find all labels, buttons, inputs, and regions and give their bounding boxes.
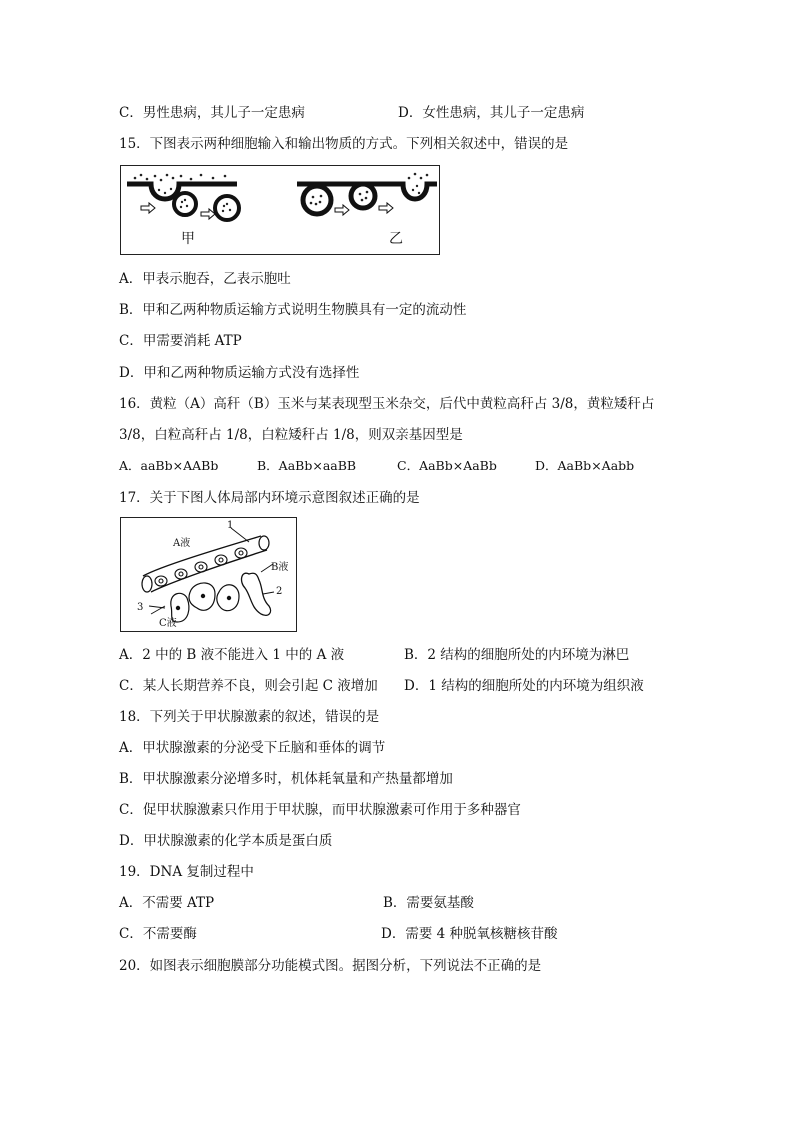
q20-stem: 20．如图表示细胞膜部分功能模式图。据图分析，下列说法不正确的是	[119, 958, 542, 974]
q19-stem: 19．DNA 复制过程中	[119, 864, 254, 880]
q16-option-b: B．AaBb×aaBB	[257, 458, 357, 473]
q17-option-a: A．2 中的 B 液不能进入 1 中的 A 液	[119, 647, 345, 663]
q19-option-d: D．需要 4 种脱氧核糖核苷酸	[381, 926, 558, 942]
figure-17-label-2: 2	[276, 586, 283, 597]
q19-option-c: C．不需要酶	[119, 926, 197, 942]
q16-stem-line2: 3/8，白粒高秆占 1/8，白粒矮秆占 1/8，则双亲基因型是	[119, 427, 463, 443]
q18-stem: 18．下列关于甲状腺激素的叙述，错误的是	[119, 709, 380, 725]
figure-17-label-b: B液	[271, 562, 289, 573]
figure-17-label-c: C液	[159, 618, 177, 629]
q15-option-c: C．甲需要消耗 ATP	[119, 333, 242, 349]
q16-option-d: D．AaBb×Aabb	[535, 458, 635, 473]
q18-option-b: B．甲状腺激素分泌增多时，机体耗氧量和产热量都增加	[119, 771, 453, 787]
q15-option-b: B．甲和乙两种物质运输方式说明生物膜具有一定的流动性	[119, 302, 467, 318]
figure-17-label-3: 3	[137, 602, 144, 613]
q17-option-d: D．1 结构的细胞所处的内环境为组织液	[404, 678, 644, 694]
q15-stem: 15．下图表示两种细胞输入和输出物质的方式。下列相关叙述中，错误的是	[119, 136, 569, 152]
q17-option-b: B．2 结构的细胞所处的内环境为淋巴	[404, 647, 630, 663]
figure-15-label-yi: 乙	[389, 231, 403, 247]
q18-option-a: A．甲状腺激素的分泌受下丘脑和垂体的调节	[119, 740, 386, 756]
figure-17-label-a: A液	[173, 538, 191, 549]
q16-option-a: A．aaBb×AABb	[119, 458, 219, 473]
q15-option-a: A．甲表示胞吞，乙表示胞吐	[119, 271, 291, 287]
q17-stem: 17．关于下图人体局部内环境示意图叙述正确的是	[119, 490, 420, 506]
q16-option-c: C．AaBb×AaBb	[397, 458, 497, 473]
q16-stem-line1: 16．黄粒（A）高秆（B）玉米与某表现型玉米杂交，后代中黄粒高秆占 3/8，黄粒矮秆占	[119, 396, 655, 412]
figure-15-endocytosis-exocytosis	[120, 165, 440, 255]
q19-option-a: A．不需要 ATP	[119, 895, 215, 911]
q15-option-d: D．甲和乙两种物质运输方式没有选择性	[119, 365, 360, 381]
figure-17-internal-environment	[120, 517, 297, 632]
q18-option-d: D．甲状腺激素的化学本质是蛋白质	[119, 833, 333, 849]
figure-17-label-1: 1	[227, 520, 234, 531]
figure-17-drawing	[121, 518, 296, 631]
q19-option-b: B．需要氨基酸	[383, 895, 474, 911]
figure-15-label-jia: 甲	[181, 231, 195, 247]
q17-option-c: C．某人长期营养不良，则会引起 C 液增加	[119, 678, 378, 694]
q18-option-c: C．促甲状腺激素只作用于甲状腺，而甲状腺激素可作用于多种器官	[119, 802, 521, 818]
q14-option-d: D．女性患病，其儿子一定患病	[398, 105, 585, 121]
q14-option-c: C．男性患病，其儿子一定患病	[119, 105, 305, 121]
